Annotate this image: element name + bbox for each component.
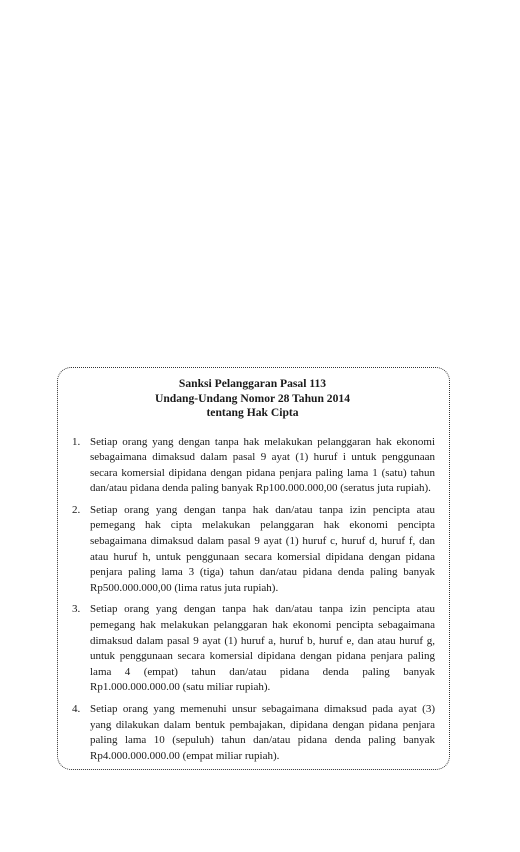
sanction-item-4 [70,702,435,764]
item-number: 1. [72,435,81,448]
sanction-heading [70,377,435,421]
item-number: 2. [72,503,81,516]
sanction-item-3 [70,602,435,696]
heading-line-1: Sanksi Pelanggaran Pasal 113 [178,377,327,390]
heading-line-3: tentang Hak Cipta [206,406,299,419]
copyright-sanction-box [57,367,450,770]
item-text: Setiap orang yang dengan tanpa hak dan/atau tanpa izin pencipta atau pemegang hak cipta melakukan pelanggaran hak ekonomi pencipta sebagaimana dimaksud dalam pasal 9 ayat (1) huruf c, huruf d, huruf f, dan atau huruf h, untuk penggunaan secara komersial dipidana dengan pidana penjara paling lama 3 (tiga) tahun dan/atau pidana denda paling banyak Rp500.000.000,00 (lima ratus juta rupiah). [90,503,435,594]
item-number: 3. [72,603,81,616]
heading-line-2: Undang-Undang Nomor 28 Tahun 2014 [154,391,350,405]
item-text: Setiap orang yang dengan tanpa hak dan/atau tanpa izin pencipta atau pemegang hak melakukan pelanggaran hak ekonomi pencipta sebagaimana dimaksud dalam pasal 9 ayat (1) huruf a, huruf b, huruf e, dan atau huruf g, untuk penggunaan secara komersial dipidana dengan pidana penjara paling lama 4 (empat) tahun dan/atau pidana denda paling banyak Rp1.000.000.000.00 (satu miliar rupiah). [90,603,435,694]
sanction-list [70,435,435,765]
sanction-item-1 [70,435,435,497]
item-text: Setiap orang yang memenuhi unsur sebagaimana dimaksud pada ayat (3) yang dilakukan dalam bentuk pembajakan, dipidana dengan pidana penjara paling lama 10 (sepuluh) tahun dan/atau pidana denda paling banyak Rp4.000.000.000.00 (empat miliar rupiah). [90,703,435,762]
item-text: Setiap orang yang dengan tanpa hak melakukan pelanggaran hak ekonomi sebagaimana dimaksud dalam pasal 9 ayat (1) huruf i untuk penggunaan secara komersial dipidana dengan pidana penjara paling lama 1 (satu) tahun dan/atau pidana denda paling banyak Rp100.000.000,00 (seratus juta rupiah). [90,435,435,495]
sanction-item-2 [70,503,435,597]
item-number: 4. [72,703,81,715]
